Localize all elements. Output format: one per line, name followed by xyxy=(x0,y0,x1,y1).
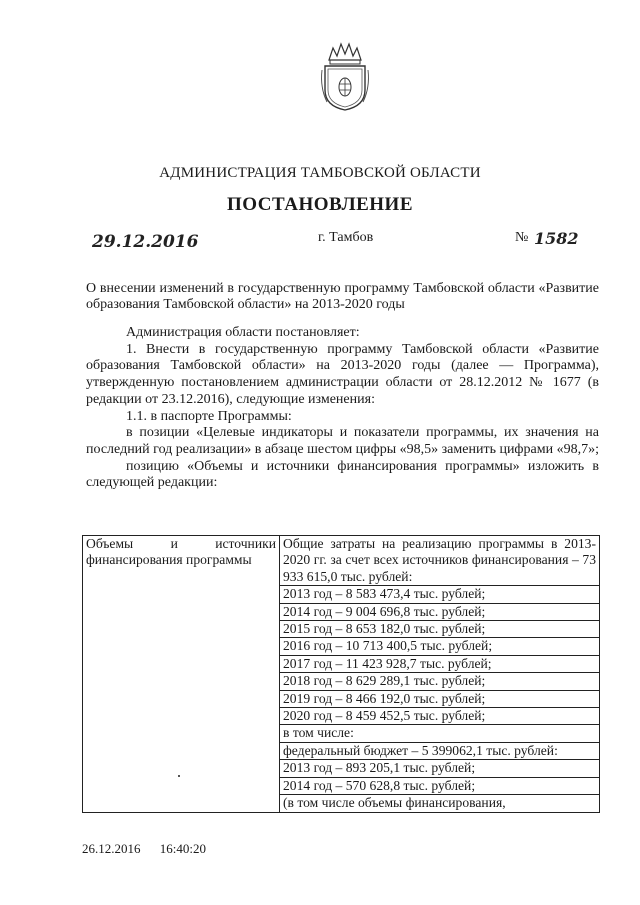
financing-row: 2020 год – 8 459 452,5 тыс. рублей; xyxy=(280,707,599,724)
footer-timestamp xyxy=(82,841,206,857)
financing-rows xyxy=(283,585,596,811)
footer-time: 16:40:20 xyxy=(159,841,206,856)
financing-row: 2014 год – 9 004 696,8 тыс. рублей; xyxy=(280,603,599,620)
table-right-cell xyxy=(280,536,600,813)
paragraph-financing: позицию «Объемы и источники финансирования программы» изложить в следующей редакции: xyxy=(86,458,599,491)
financing-row: 2017 год – 11 423 928,7 тыс. рублей; xyxy=(280,655,599,672)
document-subject: О внесении изменений в государственную программу Тамбовской области «Развитие образования Тамбовской области» на 2013-2020 годы xyxy=(86,281,599,312)
financing-intro: Общие затраты на реализацию программы в 2013-2020 гг. за счет всех источников финансирования – 73 933 615,0 тыс. рублей: xyxy=(283,536,596,584)
left-cell-word: Объемы xyxy=(86,536,134,551)
handwritten-number: 1582 xyxy=(534,229,579,248)
document-body xyxy=(86,325,599,492)
financing-row: (в том числе объемы финансирования, xyxy=(280,794,599,811)
financing-table xyxy=(82,535,600,813)
paragraph-item-1-1: 1.1. в паспорте Программы: xyxy=(126,408,292,424)
agency-title: АДМИНИСТРАЦИЯ ТАМБОВСКОЙ ОБЛАСТИ xyxy=(159,165,481,181)
financing-row: 2013 год – 893 205,1 тыс. рублей; xyxy=(280,759,599,776)
table-row xyxy=(83,536,600,813)
financing-row: в том числе: xyxy=(280,724,599,741)
financing-row: 2019 год – 8 466 192,0 тыс. рублей; xyxy=(280,690,599,707)
financing-row: 2018 год – 8 629 289,1 тыс. рублей; xyxy=(280,672,599,689)
footer-date: 26.12.2016 xyxy=(82,841,141,856)
financing-row: 2016 год – 10 713 400,5 тыс. рублей; xyxy=(280,637,599,654)
coat-of-arms-icon xyxy=(319,40,371,112)
paragraph-item-1: 1. Внести в государственную программу Тамбовской области «Развитие образования Тамбовской области» на 2013-2020 годы (далее — Программа), утвержденную постановлением администрации области от 28.12.2012 № 1677 (в редакции от 23.12.2016), следующие изменения: xyxy=(86,341,599,407)
left-cell-word: источники xyxy=(215,536,276,551)
left-cell-word: и xyxy=(170,536,178,551)
financing-row: федеральный бюджет – 5 399062,1 тыс. рублей: xyxy=(280,742,599,759)
handwritten-date: 29.12.2016 xyxy=(92,232,199,252)
document-type: ПОСТАНОВЛЕНИЕ xyxy=(226,194,414,215)
scan-speck xyxy=(178,775,180,777)
paragraph-indicators: в позиции «Целевые индикаторы и показатели программы, их значения на последний год реализации» в абзаце шестом цифры «98,5» заменить цифрами «98,7»; xyxy=(86,425,599,457)
financing-row: 2015 год – 8 653 182,0 тыс. рублей; xyxy=(280,620,599,637)
financing-row: 2013 год – 8 583 473,4 тыс. рублей; xyxy=(280,585,599,602)
table-left-cell xyxy=(83,536,280,813)
left-cell-head xyxy=(86,536,276,552)
paragraph-resolves: Администрация области постановляет: xyxy=(126,325,360,340)
number-label: № xyxy=(515,230,529,245)
city: г. Тамбов xyxy=(318,230,374,245)
financing-row: 2014 год – 570 628,8 тыс. рублей; xyxy=(280,777,599,794)
left-cell-rest: финансирования программы xyxy=(86,552,252,568)
